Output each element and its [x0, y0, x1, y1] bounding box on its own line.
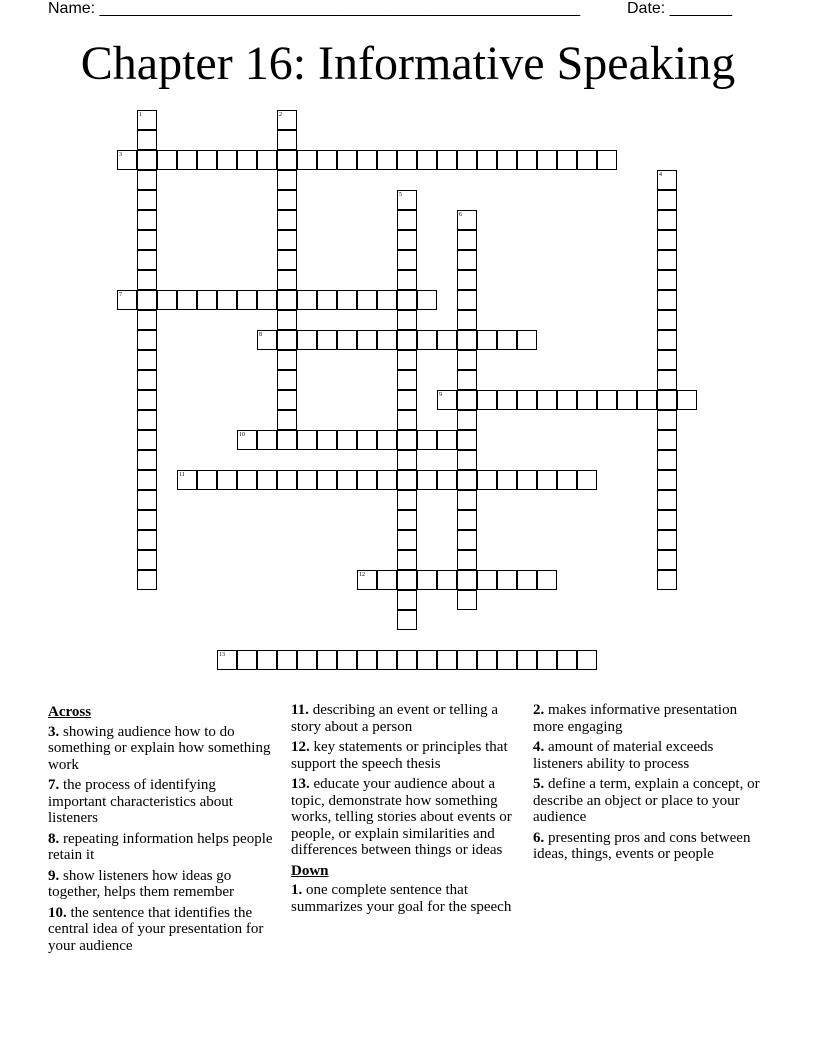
grid-cell[interactable] — [457, 550, 477, 570]
grid-cell[interactable] — [377, 570, 397, 590]
grid-cell[interactable] — [437, 570, 457, 590]
grid-cell[interactable] — [137, 110, 157, 130]
grid-cell[interactable] — [457, 290, 477, 310]
clue-number: 4 — [659, 172, 662, 178]
grid-cell[interactable] — [457, 350, 477, 370]
across-heading: Across — [48, 704, 92, 720]
grid-cell[interactable] — [217, 470, 237, 490]
clue-number: 1 — [139, 112, 142, 118]
grid-cell[interactable] — [297, 470, 317, 490]
grid-cell[interactable] — [137, 450, 157, 470]
grid-cell[interactable] — [417, 290, 437, 310]
clue-down-6: 6. presenting pros and cons between ideas, things, events or people — [533, 829, 751, 862]
grid-cell[interactable] — [577, 470, 597, 490]
grid-cell[interactable] — [137, 250, 157, 270]
grid-cell[interactable] — [657, 390, 677, 410]
grid-cell[interactable] — [657, 170, 677, 190]
grid-cell[interactable] — [457, 490, 477, 510]
grid-cell[interactable] — [157, 290, 177, 310]
grid-cell[interactable] — [177, 290, 197, 310]
clue-number: 3 — [119, 152, 122, 158]
grid-cell[interactable] — [277, 330, 297, 350]
grid-cell[interactable] — [397, 250, 417, 270]
clue-across-12: 12. key statements or principles that support the speech thesis — [291, 739, 508, 772]
clue-column-3 — [533, 702, 763, 867]
page-title: Chapter 16: Informative Speaking — [80, 37, 736, 90]
grid-cell[interactable] — [417, 570, 437, 590]
clue-across-9: 9. show listeners how ideas go together, helps them remember — [48, 867, 234, 900]
grid-cell[interactable] — [277, 270, 297, 290]
grid-cell[interactable] — [477, 570, 497, 590]
grid-cell[interactable] — [457, 370, 477, 390]
grid-cell[interactable] — [657, 570, 677, 590]
grid-cell[interactable] — [297, 150, 317, 170]
grid-cell[interactable] — [277, 650, 297, 670]
grid-cell[interactable] — [137, 290, 157, 310]
grid-cell[interactable] — [337, 650, 357, 670]
grid-cell[interactable] — [277, 430, 297, 450]
grid-cell[interactable] — [257, 330, 277, 350]
grid-cell[interactable] — [497, 330, 517, 350]
grid-cell[interactable] — [517, 470, 537, 490]
grid-cell[interactable] — [137, 330, 157, 350]
grid-cell[interactable] — [437, 650, 457, 670]
grid-cell[interactable] — [397, 370, 417, 390]
down-heading: Down — [291, 862, 329, 879]
grid-cell[interactable] — [517, 150, 537, 170]
grid-cell[interactable] — [557, 390, 577, 410]
grid-cell[interactable] — [317, 470, 337, 490]
grid-cell[interactable] — [277, 470, 297, 490]
grid-cell[interactable] — [397, 230, 417, 250]
date-label: Date: _______ — [627, 0, 732, 17]
clue-number: 12 — [359, 572, 365, 578]
grid-cell[interactable] — [257, 430, 277, 450]
grid-cell[interactable] — [657, 470, 677, 490]
grid-cell[interactable] — [217, 650, 237, 670]
clue-across-13: 13. educate your audience about a topic, demonstrate how something works, telling stories about events or people, or explain similarities and differences between things or ideas — [291, 776, 512, 858]
grid-cell[interactable] — [377, 290, 397, 310]
grid-cell[interactable] — [317, 150, 337, 170]
grid-cell[interactable] — [397, 610, 417, 630]
clue-across-3: 3. showing audience how to do something or explain how something work — [48, 723, 271, 773]
grid-cell[interactable] — [457, 270, 477, 290]
clue-column-2 — [291, 702, 527, 919]
grid-cell[interactable] — [597, 150, 617, 170]
clue-number: 6 — [459, 212, 462, 218]
grid-cell[interactable] — [137, 470, 157, 490]
grid-cell[interactable] — [277, 410, 297, 430]
grid-cell[interactable] — [397, 470, 417, 490]
grid-cell[interactable] — [517, 330, 537, 350]
grid-cell[interactable] — [277, 310, 297, 330]
grid-cell[interactable] — [397, 450, 417, 470]
grid-cell[interactable] — [577, 650, 597, 670]
clue-down-4: 4. amount of material exceeds listeners ability to process — [533, 739, 714, 772]
grid-cell[interactable] — [137, 150, 157, 170]
grid-cell[interactable] — [497, 570, 517, 590]
grid-cell[interactable] — [457, 450, 477, 470]
grid-cell[interactable] — [277, 210, 297, 230]
grid-cell[interactable] — [657, 370, 677, 390]
grid-cell[interactable] — [137, 410, 157, 430]
grid-cell[interactable] — [457, 590, 477, 610]
grid-cell[interactable] — [637, 390, 657, 410]
grid-cell[interactable] — [237, 290, 257, 310]
grid-cell[interactable] — [437, 470, 457, 490]
grid-cell[interactable] — [657, 530, 677, 550]
grid-cell[interactable] — [277, 130, 297, 150]
grid-cell[interactable] — [537, 470, 557, 490]
grid-cell[interactable] — [137, 570, 157, 590]
grid-cell[interactable] — [437, 330, 457, 350]
grid-cell[interactable] — [657, 450, 677, 470]
grid-cell[interactable] — [397, 430, 417, 450]
grid-cell[interactable] — [417, 330, 437, 350]
grid-cell[interactable] — [117, 150, 137, 170]
grid-cell[interactable] — [377, 330, 397, 350]
grid-cell[interactable] — [337, 150, 357, 170]
grid-cell[interactable] — [197, 290, 217, 310]
grid-cell[interactable] — [237, 150, 257, 170]
grid-cell[interactable] — [377, 650, 397, 670]
grid-cell[interactable] — [337, 330, 357, 350]
grid-cell[interactable] — [377, 150, 397, 170]
grid-cell[interactable] — [657, 230, 677, 250]
grid-cell[interactable] — [277, 290, 297, 310]
grid-cell[interactable] — [257, 150, 277, 170]
grid-cell[interactable] — [277, 230, 297, 250]
grid-cell[interactable] — [337, 430, 357, 450]
clue-number: 11 — [179, 472, 185, 478]
grid-cell[interactable] — [577, 150, 597, 170]
grid-cell[interactable] — [357, 290, 377, 310]
grid-cell[interactable] — [477, 470, 497, 490]
grid-cell[interactable] — [477, 150, 497, 170]
grid-cell[interactable] — [297, 430, 317, 450]
grid-cell[interactable] — [397, 290, 417, 310]
grid-cell[interactable] — [457, 510, 477, 530]
grid-cell[interactable] — [297, 290, 317, 310]
grid-cell[interactable] — [457, 210, 477, 230]
grid-cell[interactable] — [317, 330, 337, 350]
grid-cell[interactable] — [417, 150, 437, 170]
grid-cell[interactable] — [657, 250, 677, 270]
grid-cell[interactable] — [457, 250, 477, 270]
grid-cell[interactable] — [597, 390, 617, 410]
grid-cell[interactable] — [477, 650, 497, 670]
grid-cell[interactable] — [137, 550, 157, 570]
grid-cell[interactable] — [217, 150, 237, 170]
grid-cell[interactable] — [657, 430, 677, 450]
grid-cell[interactable] — [237, 650, 257, 670]
grid-cell[interactable] — [217, 290, 237, 310]
grid-cell[interactable] — [437, 430, 457, 450]
grid-cell[interactable] — [397, 150, 417, 170]
grid-cell[interactable] — [617, 390, 637, 410]
grid-cell[interactable] — [197, 470, 217, 490]
clue-number: 13 — [219, 652, 225, 658]
grid-cell[interactable] — [297, 650, 317, 670]
grid-cell[interactable] — [137, 490, 157, 510]
grid-cell[interactable] — [397, 210, 417, 230]
grid-cell[interactable] — [457, 390, 477, 410]
grid-cell[interactable] — [137, 270, 157, 290]
grid-cell[interactable] — [137, 350, 157, 370]
grid-cell[interactable] — [417, 650, 437, 670]
grid-cell[interactable] — [657, 550, 677, 570]
grid-cell[interactable] — [397, 530, 417, 550]
grid-cell[interactable] — [137, 390, 157, 410]
grid-cell[interactable] — [457, 530, 477, 550]
grid-cell[interactable] — [277, 150, 297, 170]
grid-cell[interactable] — [257, 290, 277, 310]
grid-cell[interactable] — [497, 150, 517, 170]
grid-cell[interactable] — [517, 650, 537, 670]
grid-cell[interactable] — [257, 470, 277, 490]
grid-cell[interactable] — [257, 650, 277, 670]
grid-cell[interactable] — [417, 430, 437, 450]
grid-cell[interactable] — [397, 550, 417, 570]
grid-cell[interactable] — [457, 230, 477, 250]
clue-number: 8 — [259, 332, 262, 338]
grid-cell[interactable] — [277, 250, 297, 270]
grid-cell[interactable] — [657, 350, 677, 370]
grid-cell[interactable] — [337, 470, 357, 490]
grid-cell[interactable] — [497, 650, 517, 670]
clue-across-7: 7. the process of identifying important characteristics about listeners — [48, 777, 233, 826]
grid-cell[interactable] — [457, 570, 477, 590]
grid-cell[interactable] — [537, 650, 557, 670]
grid-cell[interactable] — [457, 650, 477, 670]
clue-down-5: 5. define a term, explain a concept, or describe an object or place to your audience — [533, 776, 760, 825]
grid-cell[interactable] — [137, 170, 157, 190]
grid-cell[interactable] — [657, 310, 677, 330]
grid-cell[interactable] — [517, 390, 537, 410]
clue-down-1: 1. one complete sentence that summarizes your goal for the speech — [291, 882, 512, 915]
grid-cell[interactable] — [657, 270, 677, 290]
grid-cell[interactable] — [397, 310, 417, 330]
grid-cell[interactable] — [397, 190, 417, 210]
grid-cell[interactable] — [357, 150, 377, 170]
grid-cell[interactable] — [297, 330, 317, 350]
grid-cell[interactable] — [137, 190, 157, 210]
grid-cell[interactable] — [457, 310, 477, 330]
grid-cell[interactable] — [577, 390, 597, 410]
grid-cell[interactable] — [657, 490, 677, 510]
grid-cell[interactable] — [137, 510, 157, 530]
grid-cell[interactable] — [277, 370, 297, 390]
grid-cell[interactable] — [137, 530, 157, 550]
grid-cell[interactable] — [117, 290, 137, 310]
grid-cell[interactable] — [497, 470, 517, 490]
grid-cell[interactable] — [397, 510, 417, 530]
grid-cell[interactable] — [397, 570, 417, 590]
grid-cell[interactable] — [657, 190, 677, 210]
grid-cell[interactable] — [437, 390, 457, 410]
grid-cell[interactable] — [457, 330, 477, 350]
clue-across-10: 10. the sentence that identifies the central idea of your presentation for your audience — [48, 904, 264, 954]
grid-cell[interactable] — [157, 150, 177, 170]
grid-cell[interactable] — [397, 270, 417, 290]
grid-cell[interactable] — [377, 470, 397, 490]
clue-across-11: 11. describing an event or telling a story about a person — [291, 702, 499, 735]
grid-cell[interactable] — [557, 470, 577, 490]
grid-cell[interactable] — [397, 410, 417, 430]
grid-cell[interactable] — [357, 570, 377, 590]
grid-cell[interactable] — [277, 350, 297, 370]
clue-down-2: 2. makes informative presentation more engaging — [533, 702, 738, 735]
grid-cell[interactable] — [657, 210, 677, 230]
grid-cell[interactable] — [497, 390, 517, 410]
grid-cell[interactable] — [397, 390, 417, 410]
grid-cell[interactable] — [657, 510, 677, 530]
grid-cell[interactable] — [337, 290, 357, 310]
grid-cell[interactable] — [397, 650, 417, 670]
grid-cell[interactable] — [317, 430, 337, 450]
grid-cell[interactable] — [137, 370, 157, 390]
grid-cell[interactable] — [357, 470, 377, 490]
grid-cell[interactable] — [137, 130, 157, 150]
grid-cell[interactable] — [397, 330, 417, 350]
grid-cell[interactable] — [657, 290, 677, 310]
grid-cell[interactable] — [277, 390, 297, 410]
grid-cell[interactable] — [657, 330, 677, 350]
grid-cell[interactable] — [397, 490, 417, 510]
grid-cell[interactable] — [557, 650, 577, 670]
clue-number: 10 — [239, 432, 245, 438]
grid-cell[interactable] — [657, 410, 677, 430]
clue-number: 2 — [279, 112, 282, 118]
clue-number: 5 — [399, 192, 402, 198]
grid-cell[interactable] — [137, 430, 157, 450]
grid-cell[interactable] — [537, 150, 557, 170]
grid-cell[interactable] — [137, 210, 157, 230]
grid-cell[interactable] — [277, 110, 297, 130]
grid-cell[interactable] — [537, 570, 557, 590]
clue-across-8: 8. repeating information helps people retain it — [48, 830, 273, 863]
grid-cell[interactable] — [517, 570, 537, 590]
grid-cell[interactable] — [137, 310, 157, 330]
grid-cell[interactable] — [277, 170, 297, 190]
clue-number: 9 — [439, 392, 442, 398]
grid-cell[interactable] — [457, 150, 477, 170]
grid-cell[interactable] — [397, 350, 417, 370]
grid-cell[interactable] — [397, 590, 417, 610]
grid-cell[interactable] — [237, 470, 257, 490]
grid-cell[interactable] — [177, 470, 197, 490]
grid-cell[interactable] — [357, 430, 377, 450]
grid-cell[interactable] — [357, 330, 377, 350]
grid-cell[interactable] — [537, 390, 557, 410]
grid-cell[interactable] — [317, 650, 337, 670]
grid-cell[interactable] — [177, 150, 197, 170]
grid-cell[interactable] — [477, 390, 497, 410]
grid-cell[interactable] — [237, 430, 257, 450]
grid-cell[interactable] — [477, 330, 497, 350]
grid-cell[interactable] — [457, 410, 477, 430]
grid-cell[interactable] — [457, 470, 477, 490]
grid-cell[interactable] — [437, 150, 457, 170]
grid-cell[interactable] — [357, 650, 377, 670]
grid-cell[interactable] — [277, 190, 297, 210]
grid-cell[interactable] — [417, 470, 437, 490]
grid-cell[interactable] — [557, 150, 577, 170]
grid-cell[interactable] — [137, 230, 157, 250]
grid-cell[interactable] — [677, 390, 697, 410]
clue-number: 7 — [119, 292, 122, 298]
grid-cell[interactable] — [457, 430, 477, 450]
grid-cell[interactable] — [317, 290, 337, 310]
name-label: Name: ______________________________________________________ — [48, 0, 581, 17]
grid-cell[interactable] — [197, 150, 217, 170]
clue-column-1 — [48, 702, 273, 958]
grid-cell[interactable] — [377, 430, 397, 450]
